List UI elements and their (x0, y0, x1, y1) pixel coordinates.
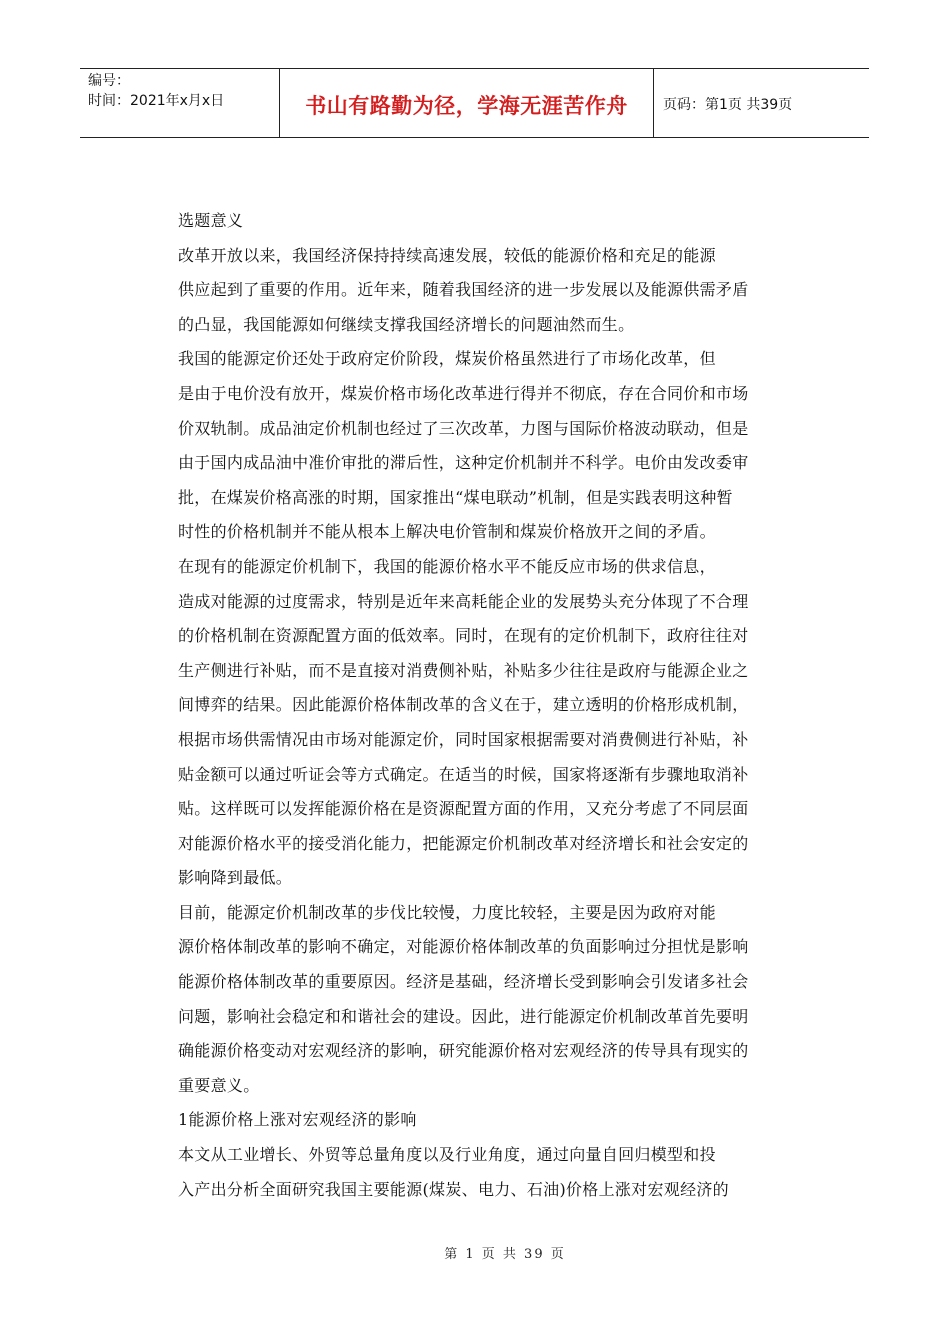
body-text-line: 问题，影响社会稳定和和谐社会的建设。因此，进行能源定价机制改革首先要明 (178, 1006, 749, 1026)
body-text-line: 本文从工业增长、外贸等总量角度以及行业角度，通过向量自回归模型和投 (178, 1145, 716, 1165)
body-text-line: 对能源价格水平的接受消化能力，把能源定价机制改革对经济增长和社会安定的 (178, 833, 749, 853)
header-motto: 书山有路勤为径，学海无涯苦作舟 (280, 69, 654, 137)
body-text-line: 价双轨制。成品油定价机制也经过了三次改革，力图与国际价格波动联动，但是 (178, 418, 749, 438)
body-text-line: 1能源价格上涨对宏观经济的影响 (178, 1110, 417, 1130)
body-text-line: 贴金额可以通过听证会等方式确定。在适当的时候，国家将逐渐有步骤地取消补 (178, 764, 749, 784)
body-text-line: 确能源价格变动对宏观经济的影响，研究能源价格对宏观经济的传导具有现实的 (178, 1041, 749, 1061)
document-header (80, 68, 869, 138)
body-text-line: 我国的能源定价还处于政府定价阶段，煤炭价格虽然进行了市场化改革，但 (178, 349, 716, 369)
body-text-line: 重要意义。 (178, 1075, 260, 1095)
body-text-line: 的价格机制在资源配置方面的低效率。同时，在现有的定价机制下，政府往往对 (178, 626, 749, 646)
document-number-label: 编号： (88, 73, 130, 89)
body-text-line: 根据市场供需情况由市场对能源定价，同时国家根据需要对消费侧进行补贴，补 (178, 729, 749, 749)
body-text-line: 贴。这样既可以发挥能源价格在是资源配置方面的作用，又充分考虑了不同层面 (178, 799, 749, 819)
document-date-label: 时间：2021年x月x日 (88, 93, 225, 109)
body-text-line: 目前，能源定价机制改革的步伐比较慢，力度比较轻，主要是因为政府对能 (178, 902, 716, 922)
body-text-line: 影响降到最低。 (178, 868, 293, 888)
body-text-line: 造成对能源的过度需求，特别是近年来高耗能企业的发展势头充分体现了不合理 (178, 591, 749, 611)
body-text-line: 生产侧进行补贴，而不是直接对消费侧补贴，补贴多少往往是政府与能源企业之 (178, 660, 749, 680)
page-footer: 第 1 页 共 39 页 (444, 1247, 566, 1262)
section-title: 选题意义 (178, 211, 244, 230)
body-text-line: 是由于电价没有放开，煤炭价格市场化改革进行得并不彻底，存在合同价和市场 (178, 383, 749, 403)
body-text-line: 入产出分析全面研究我国主要能源(煤炭、电力、石油)价格上涨对宏观经济的 (178, 1179, 729, 1199)
body-text-line: 时性的价格机制并不能从根本上解决电价管制和煤炭价格放开之间的矛盾。 (178, 522, 716, 542)
document-body (178, 204, 766, 1207)
body-text-line: 的凸显，我国能源如何继续支撑我国经济增长的问题油然而生。 (178, 314, 635, 334)
header-meta (80, 69, 280, 137)
body-text-line: 由于国内成品油中准价审批的滞后性，这种定价机制并不科学。电价由发改委审 (178, 453, 749, 473)
header-page-info: 页码：第1页 共39页 (663, 97, 793, 113)
body-text-line: 源价格体制改革的影响不确定，对能源价格体制改革的负面影响过分担忧是影响 (178, 937, 749, 957)
body-text-line: 供应起到了重要的作用。近年来，随着我国经济的进一步发展以及能源供需矛盾 (178, 280, 749, 300)
body-text-line: 能源价格体制改革的重要原因。经济是基础，经济增长受到影响会引发诸多社会 (178, 972, 749, 992)
body-text-line: 在现有的能源定价机制下，我国的能源价格水平不能反应市场的供求信息， (178, 556, 716, 576)
body-text-line: 批，在煤炭价格高涨的时期，国家推出“煤电联动”机制，但是实践表明这种暂 (178, 487, 733, 507)
body-text-line: 间博弈的结果。因此能源价格体制改革的含义在于，建立透明的价格形成机制， (178, 695, 749, 715)
body-text-line: 改革开放以来，我国经济保持持续高速发展，较低的能源价格和充足的能源 (178, 245, 716, 265)
